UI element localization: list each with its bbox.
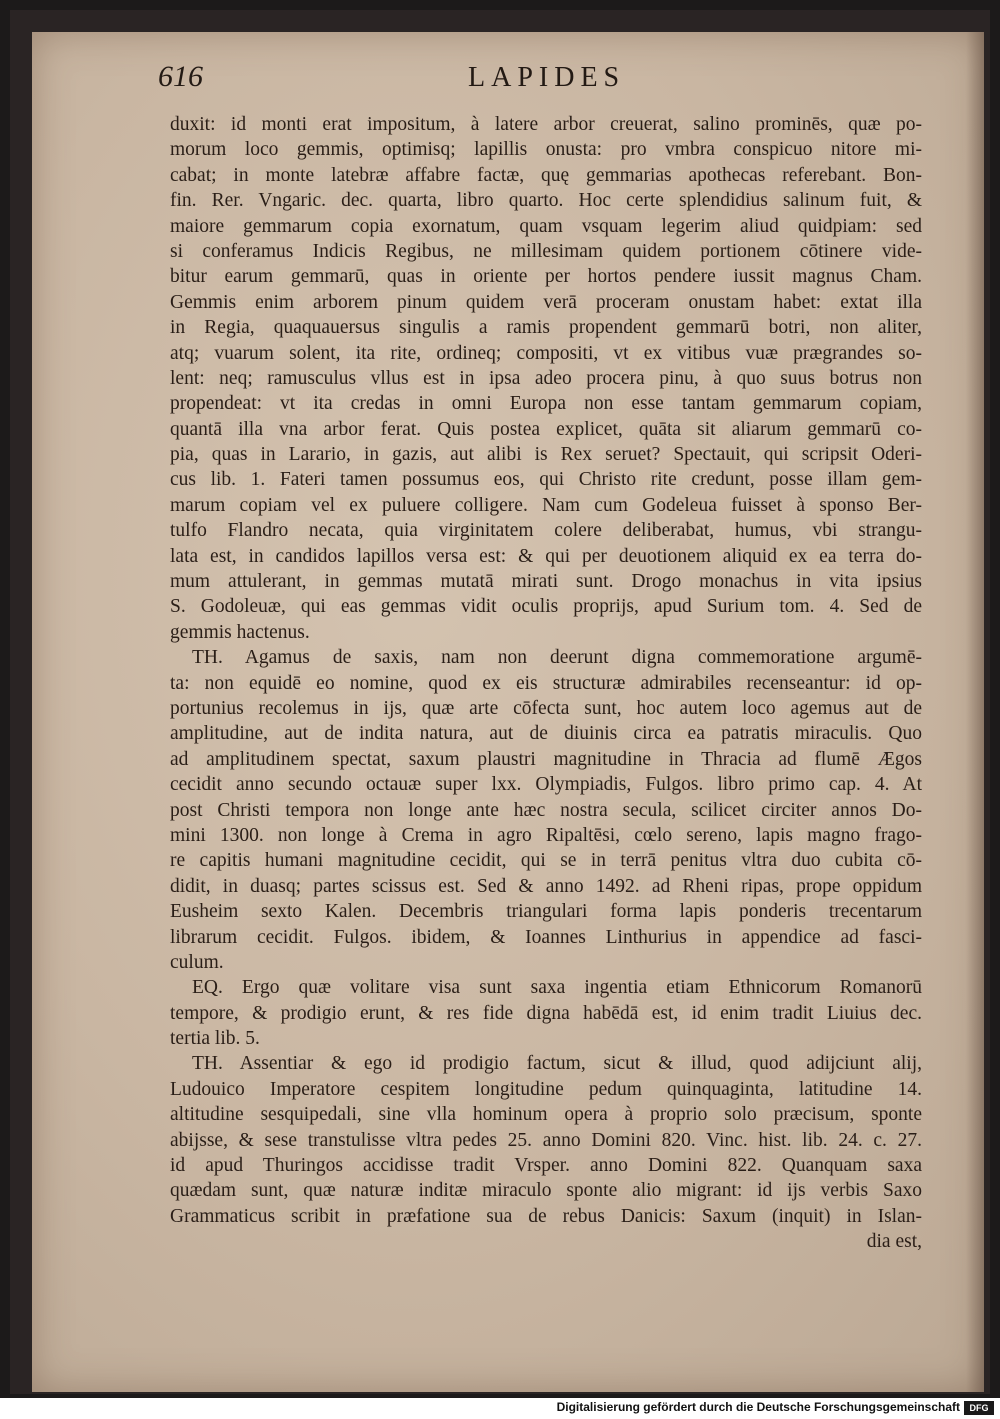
text-line: cecidit anno secundo octauæ super lxx. Olympiadis, Fulgos. libro primo cap. 4. At (170, 774, 922, 796)
page-header (158, 60, 626, 104)
text-line: cabat; in monte latebræ affabre factæ, quę gemmarias apothecas referebant. Bon- (170, 164, 922, 186)
text-line: si conferamus Indicis Regibus, ne millesimam quidem portionem cōtinere vide- (170, 240, 922, 262)
text-line: morum loco gemmis, optimisq; lapillis onusta: pro vmbra conspicuo nitore mi- (170, 139, 922, 161)
text-line: S. Godoleuæ, qui eas gemmas vidit oculis proprijs, apud Surium tom. 4. Sed de (170, 596, 922, 618)
text-line: cus lib. 1. Fateri tamen possumus eos, qui Christo rite credunt, posse illam gem- (170, 469, 922, 491)
text-line: ta: non equidē eo nomine, quod ex eis structuræ admirabiles recenseantur: id op- (170, 672, 922, 694)
text-line: maiore gemmarum copia exornatum, quam vsquam legerim aliud quidpiam: sed (170, 215, 922, 237)
text-line: bitur earum gemmarū, quas in oriente per hortos pendere iussit magnus Cham. (170, 266, 922, 288)
text-line: amplitudine, aut de indita natura, aut de diuinis circa ea patratis miraculis. Quo (170, 723, 922, 745)
text-line: in Regia, quaquauersus singulis a ramis propendent gemmarū botri, non aliter, (170, 317, 922, 339)
text-line: abijsse, & sese transtulisse vltra pedes 25. anno Domini 820. Vinc. hist. lib. 24. c. 27. (170, 1129, 922, 1151)
text-line: Gemmis enim arborem pinum quidem verā proceram onustam habet: extat illa (170, 291, 922, 313)
page-edge-shadow (966, 32, 984, 1392)
text-line: atq; vuarum solent, ita rite, ordineq; compositi, vt ex vitibus vuæ prægrandes so- (170, 342, 922, 364)
dfg-logo: DFG (964, 1401, 994, 1415)
text-line: gemmis hactenus. (170, 621, 310, 643)
running-head: LAPIDES (468, 62, 626, 93)
text-line: re capitis humani magnitudine cecidit, qui se in terrā penitus vltra duo cubita cō- (170, 850, 922, 872)
text-line: tertia lib. 5. (170, 1028, 260, 1050)
page-number: 616 (158, 60, 203, 93)
text-line: Grammaticus scribit in præfatione sua de rebus Danicis: Saxum (inquit) in Islan- (170, 1205, 922, 1227)
text-line: ad amplitudinem spectat, saxum plaustri magnitudine in Thracia ad flumē Ægos (170, 748, 922, 770)
text-line: portunius recolemus in ijs, quæ arte cōfecta sunt, hoc autem loco agemus aut de (170, 697, 922, 719)
text-line: librarum cecidit. Fulgos. ibidem, & Ioannes Linthurius in appendice ad fasci- (170, 926, 922, 948)
text-line: duxit: id monti erat impositum, à latere arbor creuerat, salino prominēs, quæ po- (170, 114, 922, 135)
text-line: TH. Assentiar & ego id prodigio factum, sicut & illud, quod adijciunt alij, (192, 1053, 922, 1075)
text-line: tulfo Flandro necata, quia virginitatem colere deliberabat, humus, vbi strangu- (170, 520, 922, 542)
text-line: EQ. Ergo quæ volitare visa sunt saxa ingentia etiam Ethnicorum Romanorū (192, 977, 922, 999)
text-line: mini 1300. non longe à Crema in agro Ripaltēsi, cœlo sereno, lapis magno frago- (170, 824, 922, 846)
text-line: dia est, (866, 1231, 922, 1253)
text-line: lata est, in candidos lapillos versa est: & qui per deuotionem aliquid ex ea terra do- (170, 545, 922, 567)
text-line: Eusheim sexto Kalen. Decembris triangulari forma lapis ponderis trecentarum (170, 901, 922, 923)
text-line: didit, in duasq; partes scissus est. Sed & anno 1492. ad Rheni ripas, prope oppidum (170, 875, 922, 897)
text-line: Ludouico Imperatore cespitem longitudine pedum quinquaginta, latitudine 14. (170, 1078, 922, 1100)
text-line: fin. Rer. Vngaric. dec. quarta, libro quarto. Hoc certe splendidius salinum fuit, & (170, 190, 922, 212)
text-line: lent: neq; ramusculus vllus est in ipsa adeo procera pinu, à quo suus botrus non (170, 367, 922, 389)
text-line: marum copiam vel ex puluere colligere. Nam cum Godeleua fuisset à sponso Ber- (170, 494, 922, 516)
digitization-note: Digitalisierung gefördert durch die Deutsche Forschungsgemeinschaft (556, 1400, 960, 1414)
text-line: tempore, & prodigio erunt, & res fide digna habēdā est, id enim tradit Liuius dec. (170, 1002, 922, 1024)
text-line: post Christi tempora non longe ante hæc nostra secula, scilicet circiter annos Do- (170, 799, 922, 821)
text-line: quantā illa vna arbor ferat. Quis postea explicet, quāta sit aliarum gemmarū co- (170, 418, 922, 440)
text-line: altitudine sesquipedali, sine vlla hominum opera à proprio solo præcisum, sponte (170, 1104, 922, 1126)
text-line: mum attulerant, in gemmas mutatā mirati sunt. Drogo monachus in vita ipsius (170, 571, 922, 593)
text-line: TH. Agamus de saxis, nam non deerunt digna commemoratione argumē- (192, 647, 922, 669)
text-line: propendeat: vt ita credas in omni Europa non esse tantam gemmarum copiam, (170, 393, 922, 415)
footer-bar (0, 1398, 1000, 1419)
text-line: id apud Thuringos accidisse tradit Vrsper. anno Domini 822. Quanquam saxa (170, 1155, 922, 1177)
text-line: culum. (170, 951, 224, 973)
text-line: quædam sunt, quæ naturæ inditæ miraculo sponte alio migrant: id ijs verbis Saxo (170, 1180, 922, 1202)
body-text (170, 112, 922, 1255)
text-line: pia, quas in Larario, in gazis, aut alibi is Rex seruet? Spectauit, qui scripsit Oderi- (170, 444, 922, 466)
